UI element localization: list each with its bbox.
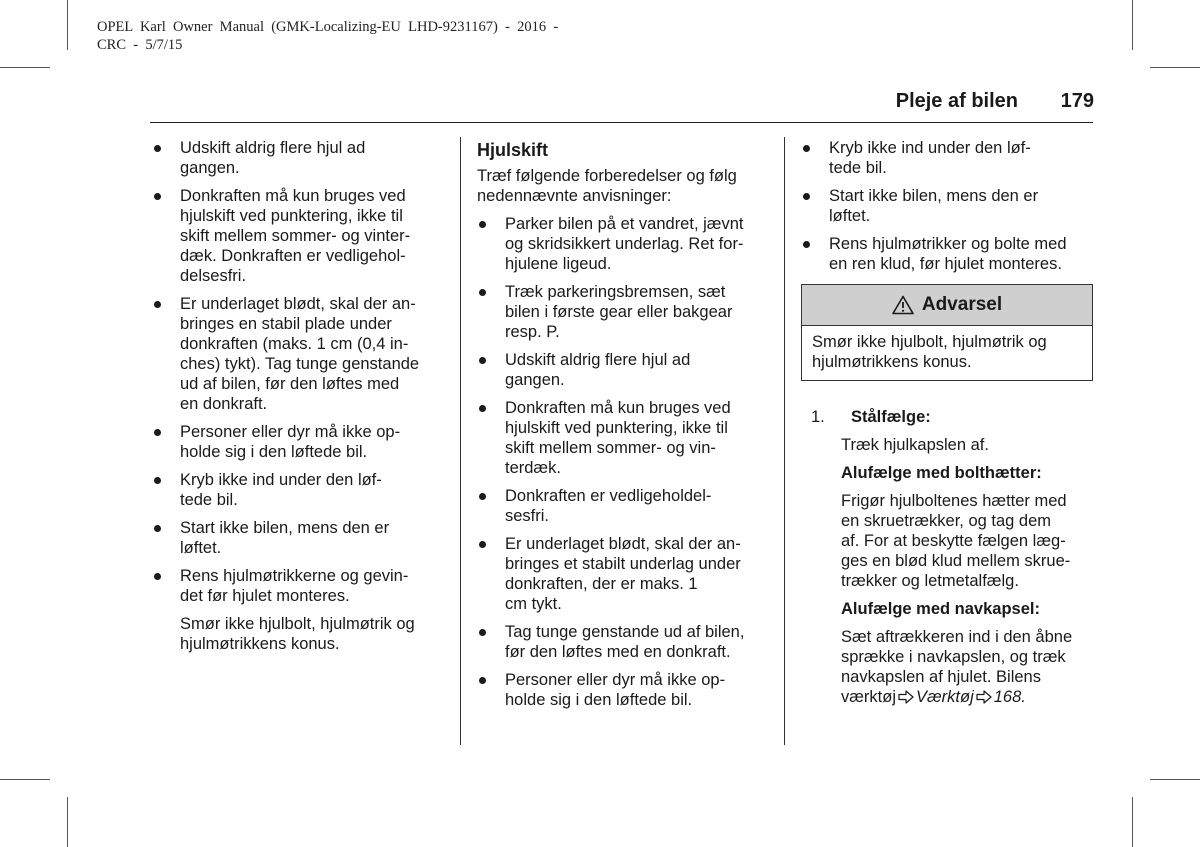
list-item [477, 622, 772, 662]
list-item [152, 186, 448, 286]
bullet-text: Donkraften må kun bruges ved hjulskift ved punktering, ikke til skift mellem sommer- og vin- terdæk. [505, 399, 731, 477]
crop-mark [0, 779, 50, 780]
column-3 [801, 138, 1093, 707]
cross-reference [801, 687, 1093, 707]
page-number: 179 [1060, 90, 1094, 112]
doc-meta-line1: OPEL Karl Owner Manual (GMK-Localizing-EU LHD-9231167) - 2016 - [97, 19, 559, 35]
step-number: 1. [811, 408, 825, 426]
sub-heading: Alufælge med bolthætter: [841, 464, 1042, 482]
list-item [477, 398, 772, 478]
list-item [152, 422, 448, 462]
ref-page[interactable]: 168. [993, 688, 1026, 706]
note-text: Smør ikke hjulbolt, hjulmøtrik og hjulmøtrikkens konus. [180, 615, 415, 653]
doc-meta-line2: CRC - 5/7/15 [97, 37, 183, 53]
crop-mark [1132, 797, 1133, 847]
sub-heading: Alufælge med navkapsel: [841, 600, 1040, 618]
bullet-text: Tag tunge genstande ud af bilen, før den løftes med en donkraft. [505, 623, 745, 661]
sub-text: Sæt aftrækkeren ind i den åbne sprække i navkapslen, og træk navkapslen af hjulet. Bilens [841, 628, 1073, 686]
bullet-list [477, 214, 772, 710]
bullet-text: Udskift aldrig flere hjul ad gangen. [505, 351, 691, 389]
bullet-text: Er underlaget blødt, skal der an- bringes et stabilt underlag under donkraften, der er maks. 1 cm tykt. [505, 535, 741, 613]
list-item [477, 282, 772, 342]
ref-title[interactable]: Værktøj [916, 688, 974, 706]
sub-text: Frigør hjulboltenes hætter med en skruetrækker, og tag dem af. For at beskytte fælgen læg- ges en blød klud mellem skrue- trækker og letmetalfælg. [841, 492, 1071, 590]
list-item [477, 214, 772, 274]
crop-mark [67, 0, 68, 50]
section-title: Pleje af bilen [895, 90, 1018, 112]
step-text: Træk hjulkapslen af. [841, 436, 989, 454]
bullet-text: Parker bilen på et vandret, jævnt og skridsikkert underlag. Ret for- hjulene ligeud. [505, 215, 744, 273]
warning-title: Advarsel [921, 294, 1003, 315]
bullet-text: Start ikke bilen, mens den er løftet. [180, 519, 390, 557]
bullet-text: Personer eller dyr må ikke op- holde sig i den løftede bil. [180, 423, 401, 461]
bullet-text: Kryb ikke ind under den løf- tede bil. [180, 471, 382, 509]
bullet-text: Donkraften er vedligeholdel- sesfri. [505, 487, 712, 525]
bullet-text: Kryb ikke ind under den løf- tede bil. [829, 139, 1031, 177]
list-item [152, 470, 448, 510]
warning-triangle-icon [892, 295, 914, 315]
crop-mark [1150, 779, 1200, 780]
column-2 [477, 138, 772, 718]
header-rule [150, 122, 1093, 123]
list-item [477, 534, 772, 614]
list-item [801, 234, 1093, 274]
intro-text: Træf følgende forberedelser og følg nedennævnte anvisninger: [477, 167, 737, 205]
reference-arrow-icon [976, 690, 992, 704]
warning-body: Smør ikke hjulbolt, hjulmøtrik og hjulmøtrikkens konus. [812, 333, 1047, 371]
list-item [477, 486, 772, 526]
warning-box [801, 284, 1093, 381]
list-item [152, 294, 448, 414]
step-item [801, 407, 1093, 427]
bullet-text: Er underlaget blødt, skal der an- bringes en stabil plade under donkraften (maks. 1 cm (0,4 in- ches) tykt). Tag tunge genstande ud af bilen, før den løftes med en donkraft. [180, 295, 420, 413]
bullet-text: Træk parkeringsbremsen, sæt bilen i første gear eller bakgear resp. P. [505, 283, 733, 341]
bullet-text: Donkraften må kun bruges ved hjulskift ved punktering, ikke til skift mellem sommer- og vinter- dæk. Donkraften er vedligehol- delsesfri. [180, 187, 411, 285]
bullet-list [152, 138, 448, 606]
document-meta [97, 18, 558, 54]
ref-prefix: værktøj [841, 688, 896, 706]
bullet-text: Rens hjulmøtrikkerne og gevin- det før hjulet monteres. [180, 567, 409, 605]
column-divider [784, 137, 785, 745]
list-item [477, 670, 772, 710]
bullet-text: Udskift aldrig flere hjul ad gangen. [180, 139, 366, 177]
column-divider [460, 137, 461, 745]
crop-mark [67, 797, 68, 847]
list-item [152, 566, 448, 606]
bullet-text: Personer eller dyr må ikke op- holde sig i den løftede bil. [505, 671, 726, 709]
list-item [801, 186, 1093, 226]
step-label: Stålfælge: [851, 408, 931, 426]
list-item [152, 138, 448, 178]
bullet-list [801, 138, 1093, 274]
list-item [477, 350, 772, 390]
section-heading: Hjulskift [477, 140, 549, 160]
crop-mark [1132, 0, 1133, 50]
list-item [152, 518, 448, 558]
reference-arrow-icon [898, 690, 914, 704]
bullet-text: Start ikke bilen, mens den er løftet. [829, 187, 1039, 225]
column-1 [152, 138, 448, 654]
warning-header [802, 285, 1092, 326]
crop-mark [0, 67, 50, 68]
crop-mark [1150, 67, 1200, 68]
list-item [801, 138, 1093, 178]
bullet-text: Rens hjulmøtrikker og bolte med en ren klud, før hjulet monteres. [829, 235, 1067, 273]
